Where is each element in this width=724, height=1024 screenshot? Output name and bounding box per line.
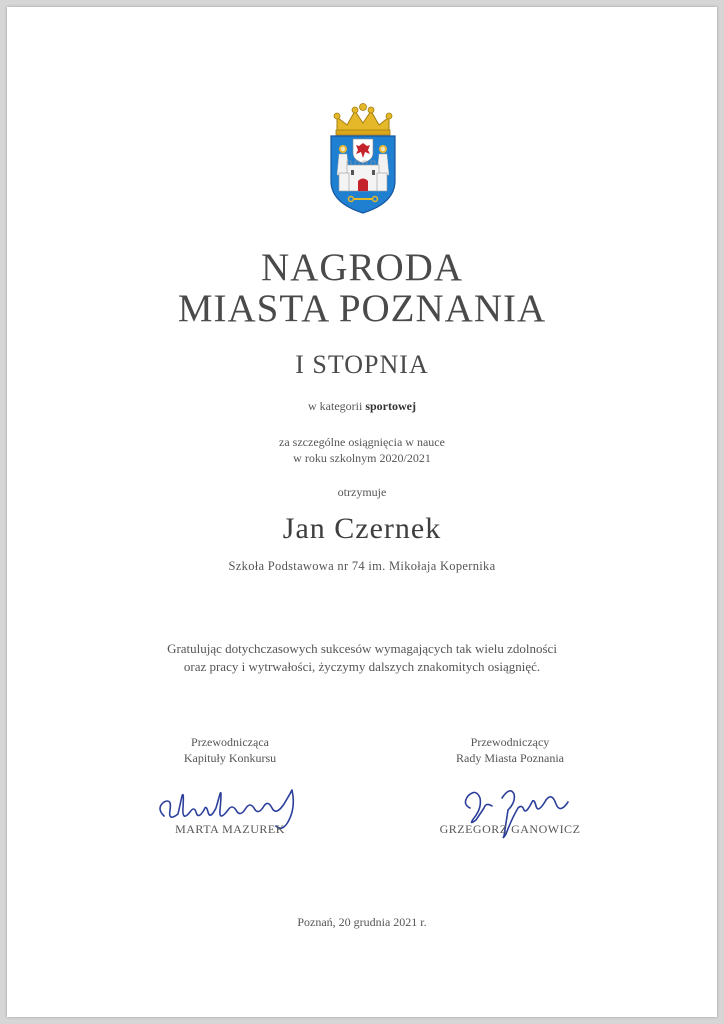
receives-text: otrzymuje <box>337 485 387 499</box>
recipient-name: Jan Czernek <box>282 512 442 545</box>
category-value: sportowej <box>365 399 416 413</box>
reason-line-1: za szczególne osiągnięcia w nauce <box>279 435 445 449</box>
left-role-line-1: Przewodnicząca <box>191 735 269 749</box>
congrats-line-1: Gratulując dotychczasowych sukcesów wymagających tak wielu zdolności <box>167 641 557 656</box>
title-line-1: NAGRODA <box>261 246 463 289</box>
category-prefix: w kategorii <box>308 399 363 413</box>
poznan-coat-of-arms-icon <box>329 103 397 215</box>
right-role-line-2: Rady Miasta Poznania <box>456 751 564 765</box>
title-line-2: MIASTA POZNANIA <box>177 287 547 330</box>
right-role-line-1: Przewodniczący <box>470 735 550 749</box>
place-and-date: Poznań, 20 grudnia 2021 r. <box>297 915 427 929</box>
category-line <box>0 398 724 414</box>
left-signatory-name: MARTA MAZUREK <box>175 822 285 836</box>
right-signatory-role <box>420 734 600 766</box>
degree-heading: I STOPNIA <box>295 350 429 379</box>
reason-line-2: w roku szkolnym 2020/2021 <box>293 451 431 465</box>
crown-icon <box>334 104 392 136</box>
congrats-line-2: oraz pracy i wytrwałości, życzymy dalszych znakomitych osiągnięć. <box>183 659 541 674</box>
school-name: Szkoła Podstawowa nr 74 im. Mikołaja Kopernika <box>228 559 496 573</box>
left-role-line-2: Kapituły Konkursu <box>183 751 277 765</box>
left-signatory-role <box>140 734 320 766</box>
right-signatory-name: GRZEGORZ GANOWICZ <box>439 822 581 836</box>
